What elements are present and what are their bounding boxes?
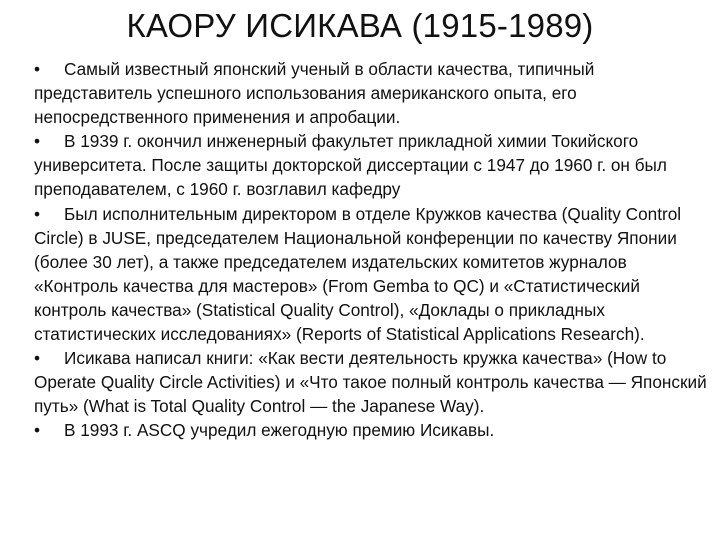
bullet-icon: • (34, 131, 41, 152)
bullet-icon: • (34, 59, 41, 79)
paragraph-1 (34, 57, 714, 129)
paragraph-4 (34, 346, 714, 418)
paragraph-text: Был исполнительным директором в отделе Кружков качества (Quality Control Circle) в JUSE, председателем Национальной конференции по качеству Японии (более 30 лет), а также председателем издательских комитетов журналов «Контроль качества для мастеров» (From Gemba to QC) и «Статистический контроль качества» (Statistical Quality Control), «Доклады о прикладных статистических исследованиях» (Reports of Statistical Applications Research). (34, 203, 682, 345)
slide-body (34, 57, 714, 443)
slide-title: КАОРУ ИСИКАВА (1915-1989) (126, 7, 594, 44)
paragraph-text: В 1939 г. окончил инженерный факультет прикладной химии Токийского университета. После защиты докторской диссертации с 1947 до 1960 г. он был преподавателем, с 1960 г. возглавил кафедру (34, 131, 667, 200)
paragraph-text: Исикава написал книги: «Как вести деятельность кружка качества» (How to Operate Quality Circle Activities) и «Что такое полный контроль качества — Японский путь» (What is Total Quality Control — the Japanese Way). (34, 348, 707, 417)
paragraph-5 (34, 418, 714, 442)
paragraph-3 (34, 202, 714, 347)
bullet-icon: • (34, 348, 41, 369)
bullet-icon: • (34, 203, 41, 224)
paragraph-2 (34, 129, 714, 201)
paragraph-text: Самый известный японский ученый в области качества, типичный представитель успешного использования американского опыта, его непосредственного применения и апробации. (34, 59, 595, 128)
bullet-icon: • (34, 420, 41, 441)
paragraph-text: В 1993 г. ASCQ учредил ежегодную премию Исикавы. (64, 420, 495, 441)
